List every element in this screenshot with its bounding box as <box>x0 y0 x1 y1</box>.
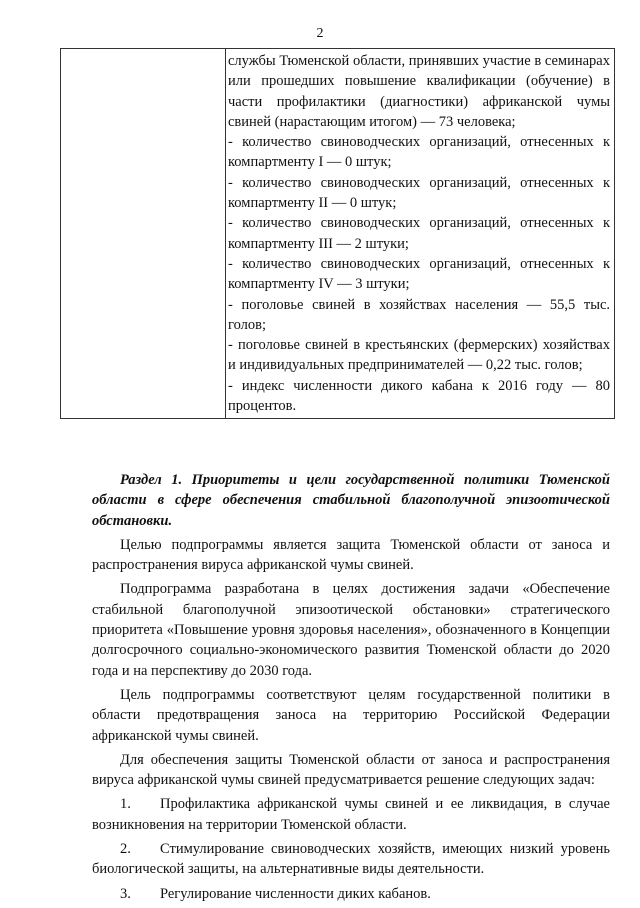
paragraph: Подпрограмма разработана в целях достижения задачи «Обеспечение стабильной благополучной эпизоотической обстановки» стратегического приоритета «Повышение уровня здоровья населения», обозначенного в Концепции долгосрочного социально-экономического развития Тюменской области до 2020 года и на перспективу до 2030 года. <box>92 581 610 679</box>
task-number: 3. <box>120 885 131 902</box>
table-right-cell <box>226 49 615 419</box>
indicator-item: - индекс численности дикого кабана к 2016 году — 80 процентов. <box>228 377 610 415</box>
task-number: 1. <box>120 796 131 813</box>
table-left-cell <box>61 49 226 419</box>
table-row <box>61 49 615 419</box>
indicator-item: - поголовье свиней в крестьянских (фермерских) хозяйствах и индивидуальных предпринимателей — 0,22 тыс. голов; <box>228 337 610 374</box>
task-item <box>92 839 610 880</box>
page-number: 2 <box>316 26 324 41</box>
task-item <box>92 794 610 835</box>
paragraph: Целью подпрограммы является защита Тюменской области от заноса и распространения вируса африканской чумы свиней. <box>92 536 610 574</box>
indicator-item: - количество свиноводческих организаций, отнесенных к компартменту IV — 3 штуки; <box>228 255 610 293</box>
paragraph: Для обеспечения защиты Тюменской области от заноса и распространения вируса африканской чумы свиней предусматривается решение следующих задач: <box>92 751 610 789</box>
task-number: 2. <box>120 841 131 858</box>
task-text: Регулирование численности диких кабанов. <box>160 885 431 902</box>
paragraph: Цель подпрограммы соответствуют целям государственной политики в области предотвращения заноса на территорию Российской Федерации африканской чумы свиней. <box>92 686 610 744</box>
indicator-item: - поголовье свиней в хозяйствах населения — 55,5 тыс. голов; <box>228 296 610 333</box>
section-heading: Раздел 1. Приоритеты и цели государственной политики Тюменской области в сфере обеспечения стабильной благополучной эпизоотической обстановки. <box>92 472 610 529</box>
task-text: Стимулирование свиноводческих хозяйств, имеющих низкий уровень биологической защиты, на альтернативные виды деятельности. <box>92 841 610 878</box>
indicator-item: службы Тюменской области, принявших участие в семинарах или прошедших повышение квалификации (обучение) в части профилактики (диагностики) африканской чумы свиней (нарастающим итогом) — 73 человека; <box>228 53 610 130</box>
indicators-table <box>60 48 615 419</box>
task-text: Профилактика африканской чумы свиней и ее ликвидация, в случае возникновения на территории Тюменской области. <box>92 796 610 833</box>
indicator-item: - количество свиноводческих организаций, отнесенных к компартменту III — 2 штуки; <box>228 215 610 252</box>
task-item <box>92 884 610 904</box>
section-body <box>92 470 610 908</box>
indicator-item: - количество свиноводческих организаций, отнесенных к компартменту II — 0 штук; <box>228 174 610 212</box>
indicator-item: - количество свиноводческих организаций, отнесенных к компартменту I — 0 штук; <box>228 134 610 171</box>
